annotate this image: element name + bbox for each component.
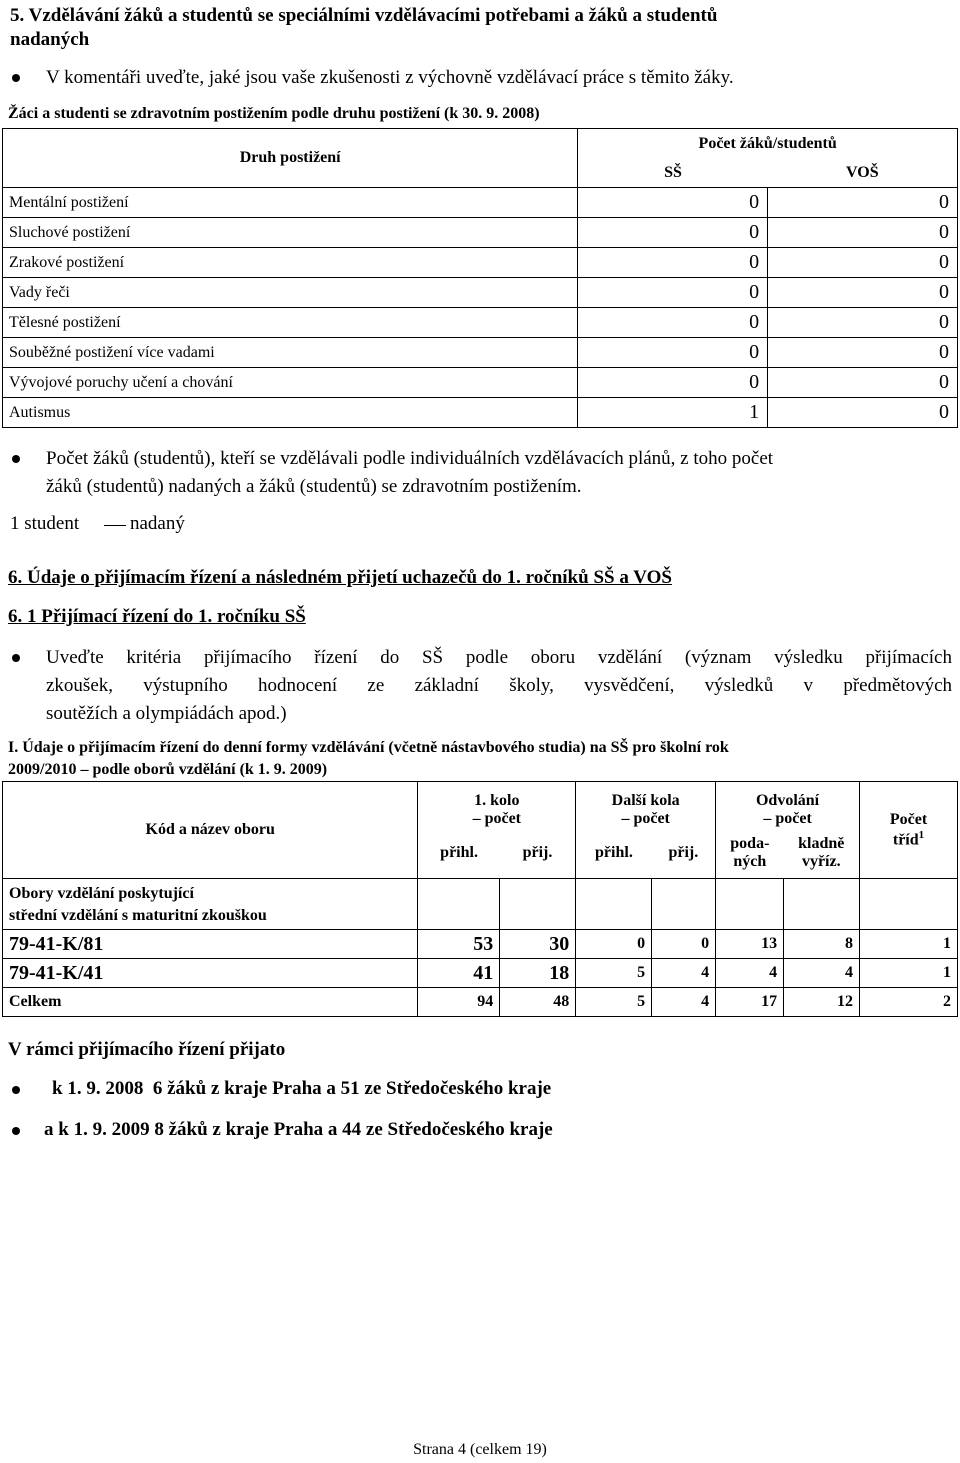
empty-cell	[784, 879, 860, 930]
table-row	[3, 278, 958, 308]
table1-caption: Žáci a studenti se zdravotním postižením podle druhu postižení (k 30. 9. 2008)	[8, 105, 540, 122]
table-row	[3, 930, 958, 959]
value-podanych: 17	[716, 988, 784, 1017]
value-vos: 0	[768, 248, 958, 278]
pocet-line1: Počet	[889, 810, 928, 828]
sub-header-kladne	[784, 828, 860, 879]
iep-line1: Počet žáků (studentů), kteří se vzdělávali podle individuálních vzdělávacích plánů, z toho počet	[46, 448, 774, 469]
table2-caption	[8, 737, 729, 781]
table2-caption-line1: I. Údaje o přijímacím řízení do denní formy vzdělávání (včetně nástavbového studia) na SŠ pro školní rok	[8, 739, 729, 756]
row-label: Souběžné postižení více vadami	[3, 338, 578, 368]
table-row-total	[3, 988, 958, 1017]
value-prij1: 18	[500, 959, 576, 988]
col-header-odvolani	[716, 782, 860, 829]
value-podanych: 13	[716, 930, 784, 959]
table-row	[3, 248, 958, 278]
bullet-dot	[12, 1086, 20, 1094]
value-kladne: 8	[784, 930, 860, 959]
col-header-vos: VOŠ	[768, 158, 958, 188]
row-label: Vady řeči	[3, 278, 578, 308]
row-label: Autismus	[3, 398, 578, 428]
value-vos: 0	[768, 398, 958, 428]
field-code: 79-41-K/41	[3, 959, 418, 988]
dalsi-line2: – počet	[621, 810, 670, 827]
section-title	[10, 4, 717, 52]
kolo1-line1: 1. kolo	[474, 792, 520, 809]
table2-caption-line2: 2009/2010 – podle oborů vzdělání (k 1. 9. 2009)	[8, 761, 328, 778]
group-label	[3, 879, 418, 930]
table-row	[3, 338, 958, 368]
total-label: Celkem	[3, 988, 418, 1017]
kladne-line1: kladně	[798, 835, 845, 852]
bullet-dot	[12, 74, 20, 82]
col-header-pocet: Počet žáků/studentů	[578, 129, 958, 159]
empty-cell	[652, 879, 716, 930]
value-ss: 0	[578, 188, 768, 218]
student-count: 1 student	[10, 513, 80, 534]
value-prihl2: 0	[576, 930, 652, 959]
table-row	[3, 398, 958, 428]
odvolani-line2: – počet	[763, 810, 812, 827]
value-ss: 0	[578, 218, 768, 248]
odvolani-line1: Odvolání	[755, 792, 820, 809]
value-podanych: 4	[716, 959, 784, 988]
value-prij1: 30	[500, 930, 576, 959]
sub-header-podanych	[716, 828, 784, 879]
criteria-bullet	[46, 644, 952, 728]
admission-table	[2, 781, 958, 1017]
value-trid: 2	[860, 988, 958, 1017]
page-footer: Strana 4 (celkem 19)	[413, 1441, 547, 1458]
bullet-dot	[12, 1127, 20, 1135]
value-vos: 0	[768, 188, 958, 218]
group-row	[3, 879, 958, 930]
bullet-dot	[12, 455, 20, 463]
value-ss: 0	[578, 368, 768, 398]
dash-separator	[104, 525, 126, 526]
value-vos: 0	[768, 368, 958, 398]
pocet-trid-word: tříd	[892, 831, 919, 849]
group-label-line2: střední vzdělání s maturitní zkouškou	[9, 907, 267, 924]
value-vos: 0	[768, 278, 958, 308]
field-code: 79-41-K/81	[3, 930, 418, 959]
value-kladne: 12	[784, 988, 860, 1017]
sub-header-prihl2: přihl.	[576, 828, 652, 879]
student-type: nadaný	[130, 513, 185, 534]
bullet-dot	[12, 654, 20, 662]
comment-bullet: V komentáři uveďte, jaké jsou vaše zkušenosti z výchovně vzdělávací práce s těmito žáky.	[46, 67, 734, 88]
value-prij2: 4	[652, 959, 716, 988]
row-label: Mentální postižení	[3, 188, 578, 218]
value-prij2: 4	[652, 988, 716, 1017]
col-header-ss: SŠ	[578, 158, 768, 188]
table-row	[3, 959, 958, 988]
row-label: Vývojové poruchy učení a chování	[3, 368, 578, 398]
iep-bullet	[46, 445, 952, 501]
accepted-heading: V rámci přijímacího řízení přijato	[8, 1039, 286, 1060]
value-ss: 0	[578, 308, 768, 338]
value-ss: 0	[578, 278, 768, 308]
table-row	[3, 368, 958, 398]
value-prij1: 48	[500, 988, 576, 1017]
value-ss: 0	[578, 248, 768, 278]
value-ss: 1	[578, 398, 768, 428]
empty-cell	[418, 879, 500, 930]
group-label-line1: Obory vzdělání poskytující	[9, 885, 194, 902]
value-trid: 1	[860, 930, 958, 959]
col-header-pocet-trid	[860, 782, 958, 879]
sub-header-prij1: přij.	[500, 828, 576, 879]
value-prihl2: 5	[576, 988, 652, 1017]
col-header-kolo1	[418, 782, 576, 829]
value-prihl2: 5	[576, 959, 652, 988]
table-row	[3, 218, 958, 248]
value-prihl1: 41	[418, 959, 500, 988]
empty-cell	[500, 879, 576, 930]
section-title-line1: 5. Vzdělávání žáků a studentů se speciálními vzdělávacími potřebami a žáků a studentů	[10, 5, 718, 26]
sub-header-prihl1: přihl.	[418, 828, 500, 879]
value-prihl1: 53	[418, 930, 500, 959]
value-vos: 0	[768, 218, 958, 248]
empty-cell	[716, 879, 784, 930]
section6-subtitle: 6. 1 Přijímací řízení do 1. ročníku SŠ	[8, 606, 306, 627]
section6-title: 6. Údaje o přijímacím řízení a následném přijetí uchazečů do 1. ročníků SŠ a VOŠ	[8, 567, 672, 588]
empty-cell	[860, 879, 958, 930]
section-title-line2: nadaných	[10, 29, 90, 50]
empty-cell	[576, 879, 652, 930]
col-header-druh: Druh postižení	[3, 129, 578, 188]
kladne-line2: vyříz.	[801, 853, 841, 870]
table-row	[3, 308, 958, 338]
value-ss: 0	[578, 338, 768, 368]
dalsi-line1: Další kola	[611, 792, 680, 809]
podanych-line2: ných	[733, 853, 767, 870]
value-vos: 0	[768, 308, 958, 338]
value-prij2: 0	[652, 930, 716, 959]
pocet-line2	[866, 829, 951, 849]
row-label: Zrakové postižení	[3, 248, 578, 278]
criteria-line1: Uveďte kritéria přijímacího řízení do SŠ podle oboru vzdělání (význam výsledku přijímacích	[46, 647, 952, 668]
value-trid: 1	[860, 959, 958, 988]
accepted-2009: a k 1. 9. 2009 8 žáků z kraje Praha a 44 ze Středočeského kraje	[44, 1119, 553, 1140]
accepted-2008: k 1. 9. 2008 6 žáků z kraje Praha a 51 ze Středočeského kraje	[52, 1078, 552, 1099]
col-header-kod: Kód a název oboru	[3, 782, 418, 879]
value-prihl1: 94	[418, 988, 500, 1017]
iep-line2: žáků (studentů) nadaných a žáků (studentů) se zdravotním postižením.	[46, 476, 582, 497]
table-row	[3, 188, 958, 218]
criteria-line3: soutěžích a olympiádách apod.)	[46, 703, 287, 724]
row-label: Sluchové postižení	[3, 218, 578, 248]
kolo1-line2: – počet	[472, 810, 521, 827]
criteria-line2: zkoušek, výstupního hodnocení ze základní školy, vysvědčení, výsledků v předmětových	[46, 675, 952, 696]
col-header-dalsi	[576, 782, 716, 829]
footnote-mark: 1	[918, 828, 925, 841]
row-label: Tělesné postižení	[3, 308, 578, 338]
sub-header-prij2: přij.	[652, 828, 716, 879]
podanych-line1: poda-	[730, 835, 770, 852]
value-vos: 0	[768, 338, 958, 368]
disability-table	[2, 128, 958, 428]
value-kladne: 4	[784, 959, 860, 988]
